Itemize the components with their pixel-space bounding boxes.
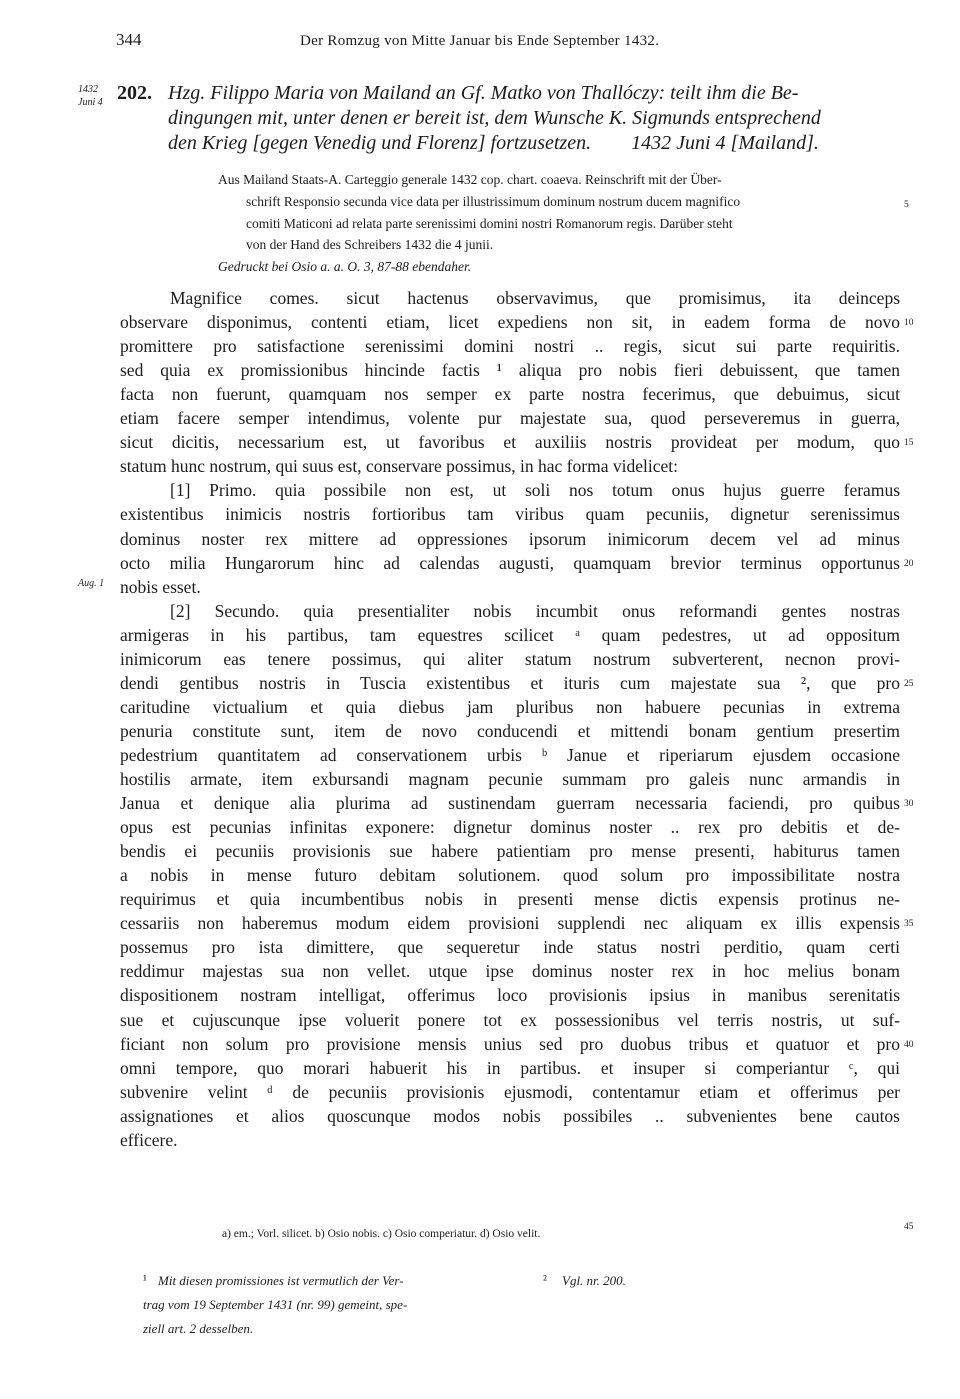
footnote-2-mark: ²	[543, 1272, 547, 1287]
body-line: inimicorum eas tenere possimus, qui aliter statum nostrum subverterent, necnon provi-	[120, 649, 900, 669]
body-line: sicut dicitis, necessarium est, ut favoribus et auxiliis nostris provideat per modum, quo	[120, 432, 900, 452]
body-line: efficere.	[120, 1130, 178, 1150]
footnote-2-text: Vgl. nr. 200.	[562, 1273, 626, 1288]
body-line: hostilis armate, item exbursandi magnam pecunie summam pro galeis nunc armandis in	[120, 769, 900, 789]
body-line: [1] Primo. quia possibile non est, ut soli nos totum onus hujus guerre feramus	[170, 480, 900, 500]
line-number: 5	[904, 200, 909, 210]
line-number: 20	[904, 559, 914, 569]
body-line: reddimur majestas sua non vellet. utque ipse dominus noster rex in hoc melius bonam	[120, 961, 900, 981]
body-line: possemus pro ista dimittere, que sequeretur inde status nostri perditio, quam certi	[120, 937, 900, 957]
running-title: Der Romzug von Mitte Januar bis Ende September 1432.	[300, 33, 660, 49]
body-line: statum hunc nostrum, qui suus est, conservare possimus, in hac forma videlicet:	[120, 456, 678, 476]
body-line: caritudine victualium et quia diebus jam pluribus non habuere pecunias in extrema	[120, 697, 900, 717]
margin-date-year: 1432	[78, 84, 98, 95]
body-line: sue et cujuscunque ipse voluerit ponere tot ex possessionibus vel terris nostris, ut suf-	[120, 1010, 900, 1030]
critical-apparatus: a) em.; Vorl. silicet. b) Osio nobis. c) Osio comperiatur. d) Osio velit.	[222, 1228, 541, 1240]
body-line: [2] Secundo. quia presentialiter nobis incumbit onus reformandi gentes nostras	[170, 601, 900, 621]
footnote-1-mark: ¹	[143, 1272, 147, 1287]
document-number: 202.	[117, 82, 152, 104]
footnote-1-line: trag vom 19 September 1431 (nr. 99) gemeint, spe-	[143, 1297, 408, 1312]
document-heading-line: den Krieg [gegen Venedig und Florenz] fortzusetzen. 1432 Juni 4 [Mailand].	[168, 132, 819, 154]
line-number: 30	[904, 799, 914, 809]
body-line: promittere pro satisfactione serenissimi domini nostri .. regis, sicut sui parte requiritis.	[120, 336, 900, 356]
body-line: dominus noster rex mittere ad oppressiones ipsorum inimicorum decem vel ad minus	[120, 529, 900, 549]
body-line: omni tempore, quo morari habuerit his in partibus. et insuper si comperiantur ᶜ, qui	[120, 1058, 900, 1078]
body-line: ficiant non solum pro provisione mensis unius sed pro duobus tribus et quatuor et pro	[120, 1034, 900, 1054]
document-heading-line: Hzg. Filippo Maria von Mailand an Gf. Matko von Thallóczy: teilt ihm die Be-	[168, 82, 799, 104]
body-line: observare disponimus, contenti etiam, licet expediens non sit, in eadem forma de novo	[120, 312, 900, 332]
body-line: penuria constitute sunt, item de novo conducendi et mittendi bonam gentium presertim	[120, 721, 900, 741]
line-number: 25	[904, 679, 914, 689]
margin-date-day: Juni 4	[78, 97, 103, 108]
body-line: opus est pecunias infinitas exponere: dignetur dominus noster .. rex pro debitis et de-	[120, 817, 900, 837]
body-line: etiam facere semper intendimus, volente pur majestate sua, quod perseveremus in guerra,	[120, 408, 900, 428]
body-line: armigeras in his partibus, tam equestres scilicet ᵃ quam pedestres, ut ad oppositum	[120, 625, 900, 645]
body-line: pedestrium quantitatem ad conservationem urbis ᵇ Janue et riperiarum ejusdem occasione	[120, 745, 900, 765]
source-line: von der Hand des Schreibers 1432 die 4 junii.	[246, 237, 494, 252]
body-line: requirimus et quia incumbentibus nobis in presenti mense dictis expensis protinus ne-	[120, 889, 900, 909]
source-line: schrift Responsio secunda vice data per illustrissimum dominum nostrum ducem magnifico	[246, 194, 741, 209]
body-line: facta non fuerunt, quamquam nos semper ex parte nostra fecerimus, que debuimus, sicut	[120, 384, 900, 404]
body-line: Janua et denique alia plurima ad sustinendam guerram necessaria faciendi, pro quibus	[120, 793, 900, 813]
body-line: bendis ei pecuniis provisionis sue habere patientiam pro mense presenti, habiturus tamen	[120, 841, 900, 861]
body-line: nobis esset.	[120, 577, 201, 597]
source-line: Gedruckt bei Osio a. a. O. 3, 87-88 ebendaher.	[218, 259, 472, 274]
line-number: 10	[904, 318, 914, 328]
line-number: 45	[904, 1222, 914, 1232]
source-line: comiti Maticoni ad relata parte serenissimi domini nostri Romanorum regis. Darüber steht	[246, 216, 733, 231]
page-number: 344	[116, 30, 142, 49]
body-line: existentibus inimicis nostris fortioribus tam viribus quam pecuniis, dignetur serenissimus	[120, 504, 900, 524]
body-line: Magnifice comes. sicut hactenus observavimus, que promisimus, ita deinceps	[170, 288, 900, 308]
body-line: dendi gentibus nostris in Tuscia existentibus et ituris cum majestate sua ², que pro	[120, 673, 900, 693]
document-heading-line: dingungen mit, unter denen er bereit ist, dem Wunsche K. Sigmunds entsprechend	[168, 107, 821, 129]
body-line: subvenire velint ᵈ de pecuniis provisionis ejusmodi, contentamur etiam et offerimus per	[120, 1082, 900, 1102]
footnote-1-line: ziell art. 2 desselben.	[143, 1321, 254, 1336]
body-line: cessariis non haberemus modum eidem provisioni supplendi nec aliquam ex illis expensis	[120, 913, 900, 933]
footnote-1-line: Mit diesen promissiones ist vermutlich der Ver-	[158, 1273, 404, 1288]
margin-date-aug: Aug. 1	[78, 578, 105, 589]
body-line: dispositionem nostram intelligat, offerimus loco provisionis ipsius in manibus serenitatis	[120, 985, 900, 1005]
body-line: octo milia Hungarorum hinc ad calendas augusti, quamquam brevior terminus opportunus	[120, 553, 900, 573]
line-number: 40	[904, 1040, 914, 1050]
line-number: 35	[904, 919, 914, 929]
line-number: 15	[904, 438, 914, 448]
body-line: a nobis in mense futuro debitam solutionem. quod solum pro impossibilitate nostra	[120, 865, 900, 885]
body-line: assignationes et alios quoscunque modos nobis possibiles .. subvenientes bene cautos	[120, 1106, 900, 1126]
body-line: sed quia ex promissionibus hincinde factis ¹ aliqua pro nobis fieri debuissent, que tamen	[120, 360, 900, 380]
source-line: Aus Mailand Staats-A. Carteggio generale 1432 cop. chart. coaeva. Reinschrift mit der Über-	[218, 172, 722, 187]
